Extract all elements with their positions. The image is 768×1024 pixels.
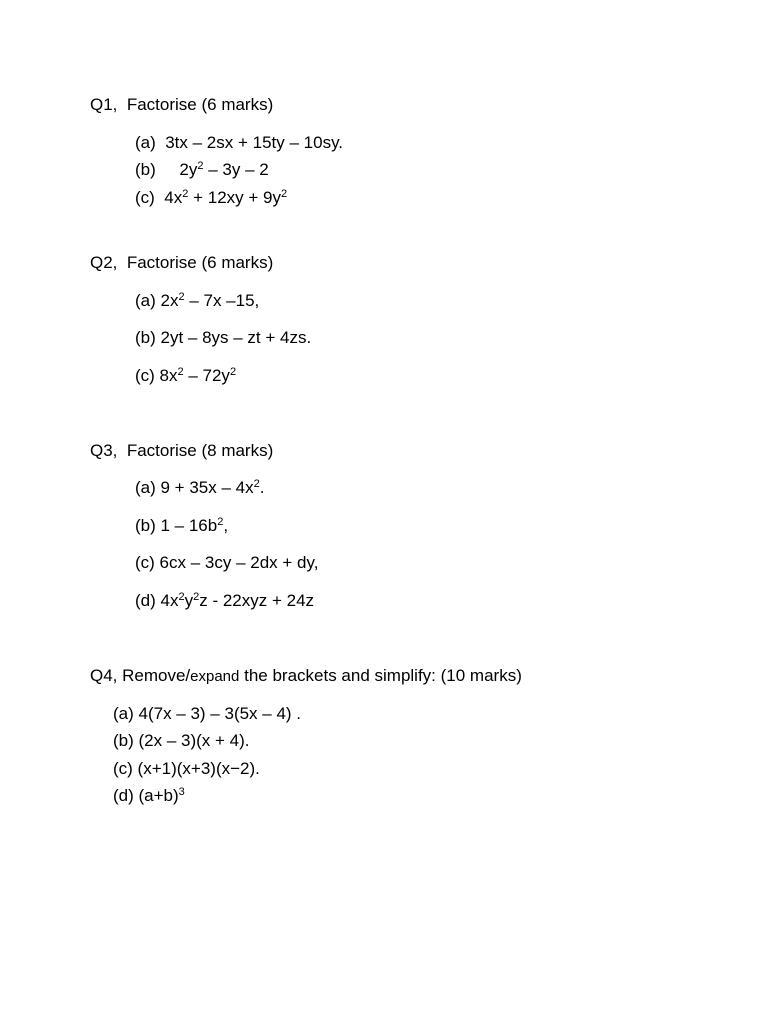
- q4-part-b: (b) (2x – 3)(x + 4).: [113, 731, 250, 750]
- q1-part-c: (c) $4x^2 + 12xy + 9y^2$: [135, 188, 288, 207]
- q4-part-a: (a) 4(7x – 3) – 3(5x – 4) .: [113, 704, 302, 723]
- q1-heading: Q1, Factorise (6 marks): [90, 95, 274, 114]
- q2-heading: Q2, Factorise (6 marks): [90, 253, 274, 272]
- q1-part-b: (b) $2y^2 - 3y - 2$: [135, 160, 269, 179]
- q3-part-d: (d) $4x^2y^2z - 22xyz + 24z$: [135, 591, 315, 610]
- q4-part-d: (d) $(a+b)^3$: [113, 786, 185, 805]
- q3-part-a: (a) $9 + 35x - 4x^2$.: [135, 478, 265, 497]
- q4-part-c: (c) (x+1)(x+3)(x−2).: [113, 759, 260, 778]
- q1-part-a: (a) 3tx – 2sx + 15ty – 10sy.: [135, 133, 344, 152]
- q2-part-b: (b) 2yt – 8ys – zt + 4zs.: [135, 328, 312, 347]
- q3-heading: Q3, Factorise (8 marks): [90, 441, 274, 460]
- q4-heading: Q4, Remove/expand the brackets and simplify: (10 marks): [90, 666, 522, 685]
- q3-part-c: (c) 6cx – 3cy – 2dx + dy,: [135, 553, 319, 572]
- q2-part-c: (c) $8x^2 - 72y^2$: [135, 366, 237, 385]
- q2-part-a: (a) $2x^2 - 7x$ –15,: [135, 291, 260, 310]
- q3-part-b: (b) $1 - 16b^2$,: [135, 516, 229, 535]
